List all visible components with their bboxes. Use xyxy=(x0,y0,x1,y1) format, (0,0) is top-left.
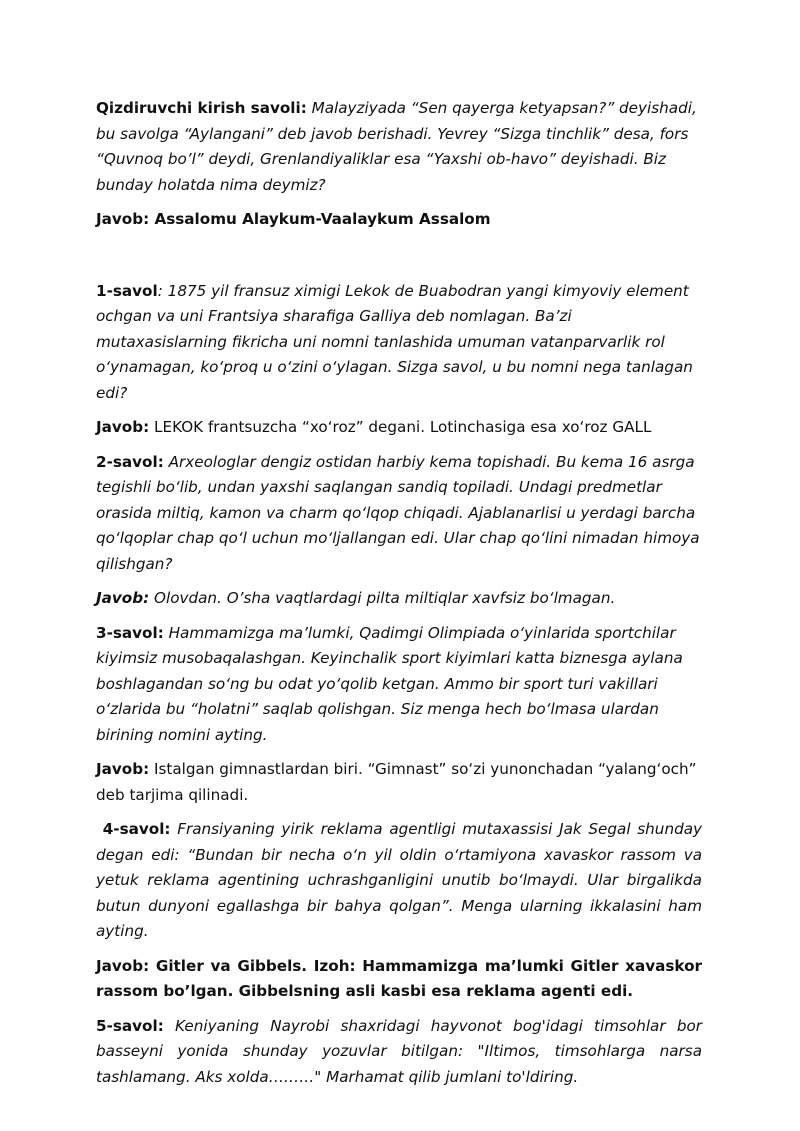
a2-text: Olovdan. O’sha vaqtlardagi pilta miltiqlar xavfsiz bo‘lmagan. xyxy=(149,589,616,607)
question-5 xyxy=(96,1014,702,1091)
intro-question xyxy=(96,96,702,198)
q5-label: 5-savol: xyxy=(96,1016,164,1035)
a1-text: LEKOK frantsuzcha “xo‘roz” degani. Lotinchasiga esa xo‘roz GALL xyxy=(149,418,652,436)
section-gap xyxy=(96,233,702,279)
answer-2 xyxy=(96,586,702,612)
intro-answer: Javob: Assalomu Alaykum-Vaalaykum Assalom xyxy=(96,210,491,228)
a3-label: Javob: xyxy=(96,760,150,778)
q1-colon: : xyxy=(157,281,163,300)
a2-label: Javob: xyxy=(96,589,150,607)
q2-label: 2-savol: xyxy=(96,452,164,471)
answer-3 xyxy=(96,757,702,808)
question-1 xyxy=(96,279,702,407)
document-page xyxy=(96,96,702,1099)
question-4 xyxy=(96,817,702,945)
q4-label: 4-savol: xyxy=(102,820,171,838)
question-3 xyxy=(96,621,702,749)
q3-text: Hammamizga ma’lumki, Qadimgi Olimpiada o‘yinlarida sportchilar kiyimsiz musobaqalashgan. Keyinchalik sport kiyimlari katta biznesga aylana boshlagandan so‘ng bu odat yo‘qolib ketgan. Ammo bir sport turi vakillari o‘zlarida bu “holatni” saqlab qolishgan. Siz menga hech bo‘lmasa ulardan birining nomini ayting. xyxy=(96,623,683,744)
q4-text: Fransiyaning yirik reklama agentligi mutaxassisi Jak Segal shunday degan edi: “Bundan bir necha o‘n yil oldin o‘rtamiyona xavaskor rassom va yetuk reklama agentining uchrashganligini unutib bo‘lmaydi. Ular birgalikda butun dunyoni egallashga bir bahya qolgan”. Menga ularning ikkalasini ham ayting. xyxy=(96,820,702,940)
question-2 xyxy=(96,450,702,578)
a3-text: Istalgan gimnastlardan biri. “Gimnast” so‘zi yunonchadan “yalang‘och” deb tarjima qilinadi. xyxy=(96,760,697,804)
q5-text: Keniyaning Nayrobi shaxridagi hayvonot bog'idagi timsohlar bor basseyni yonida shunday yozuvlar bitilgan: "Iltimos, timsohlarga narsa tashlamang. Aks xolda………" Marhamat qilib jumlani to'ldiring. xyxy=(96,1016,702,1086)
q1-label: 1-savol xyxy=(96,281,158,300)
answer-1 xyxy=(96,415,702,441)
a1-label: Javob: xyxy=(96,418,150,436)
intro-text: Malayziyada “Sen qayerga ketyapsan?” deyishadi, bu savolga “Aylangani” deb javob berishadi. Yevrey “Sizga tinchlik” desa, fors “Quvnoq bo’l” deydi, Grenlandiyaliklar esa “Yaxshi ob-havo” deyishadi. Biz bunday holatda nima deymiz? xyxy=(96,99,697,194)
q2-text: Arxeologlar dengiz ostidan harbiy kema topishadi. Bu kema 16 asrga tegishli bo‘lib, undan yaxshi saqlangan sandiq topiladi. Undagi predmetlar orasida miltiq, kamon va charm qo‘lqop chiqadi. Ajablanarlisi u yerdagi barcha qo‘lqoplar chap qo‘l uchun mo‘ljallangan edi. Ular chap qo‘lini nimadan himoya qilishgan? xyxy=(96,452,700,573)
answer-4: Javob: Gitler va Gibbels. Izoh: Hammamizga ma’lumki Gitler xavaskor rassom bo’lgan. Gibbelsning asli kasbi esa reklama agenti edi. xyxy=(96,956,702,1000)
q1-text: 1875 yil fransuz ximigi Lekok de Buabodran yangi kimyoviy element ochgan va uni Frantsiya sharafiga Galliya deb nomlagan. Ba’zi mutaxasislarning fikricha uni nomni tanlashida umuman vatanparvarlik rol o‘ynamagan, ko‘proq u o‘zini o‘ylagan. Sizga savol, u bu nomni nega tanlagan edi? xyxy=(96,281,693,402)
intro-label: Qizdiruvchi kirish savoli: xyxy=(96,99,307,117)
q3-label: 3-savol: xyxy=(96,623,164,642)
